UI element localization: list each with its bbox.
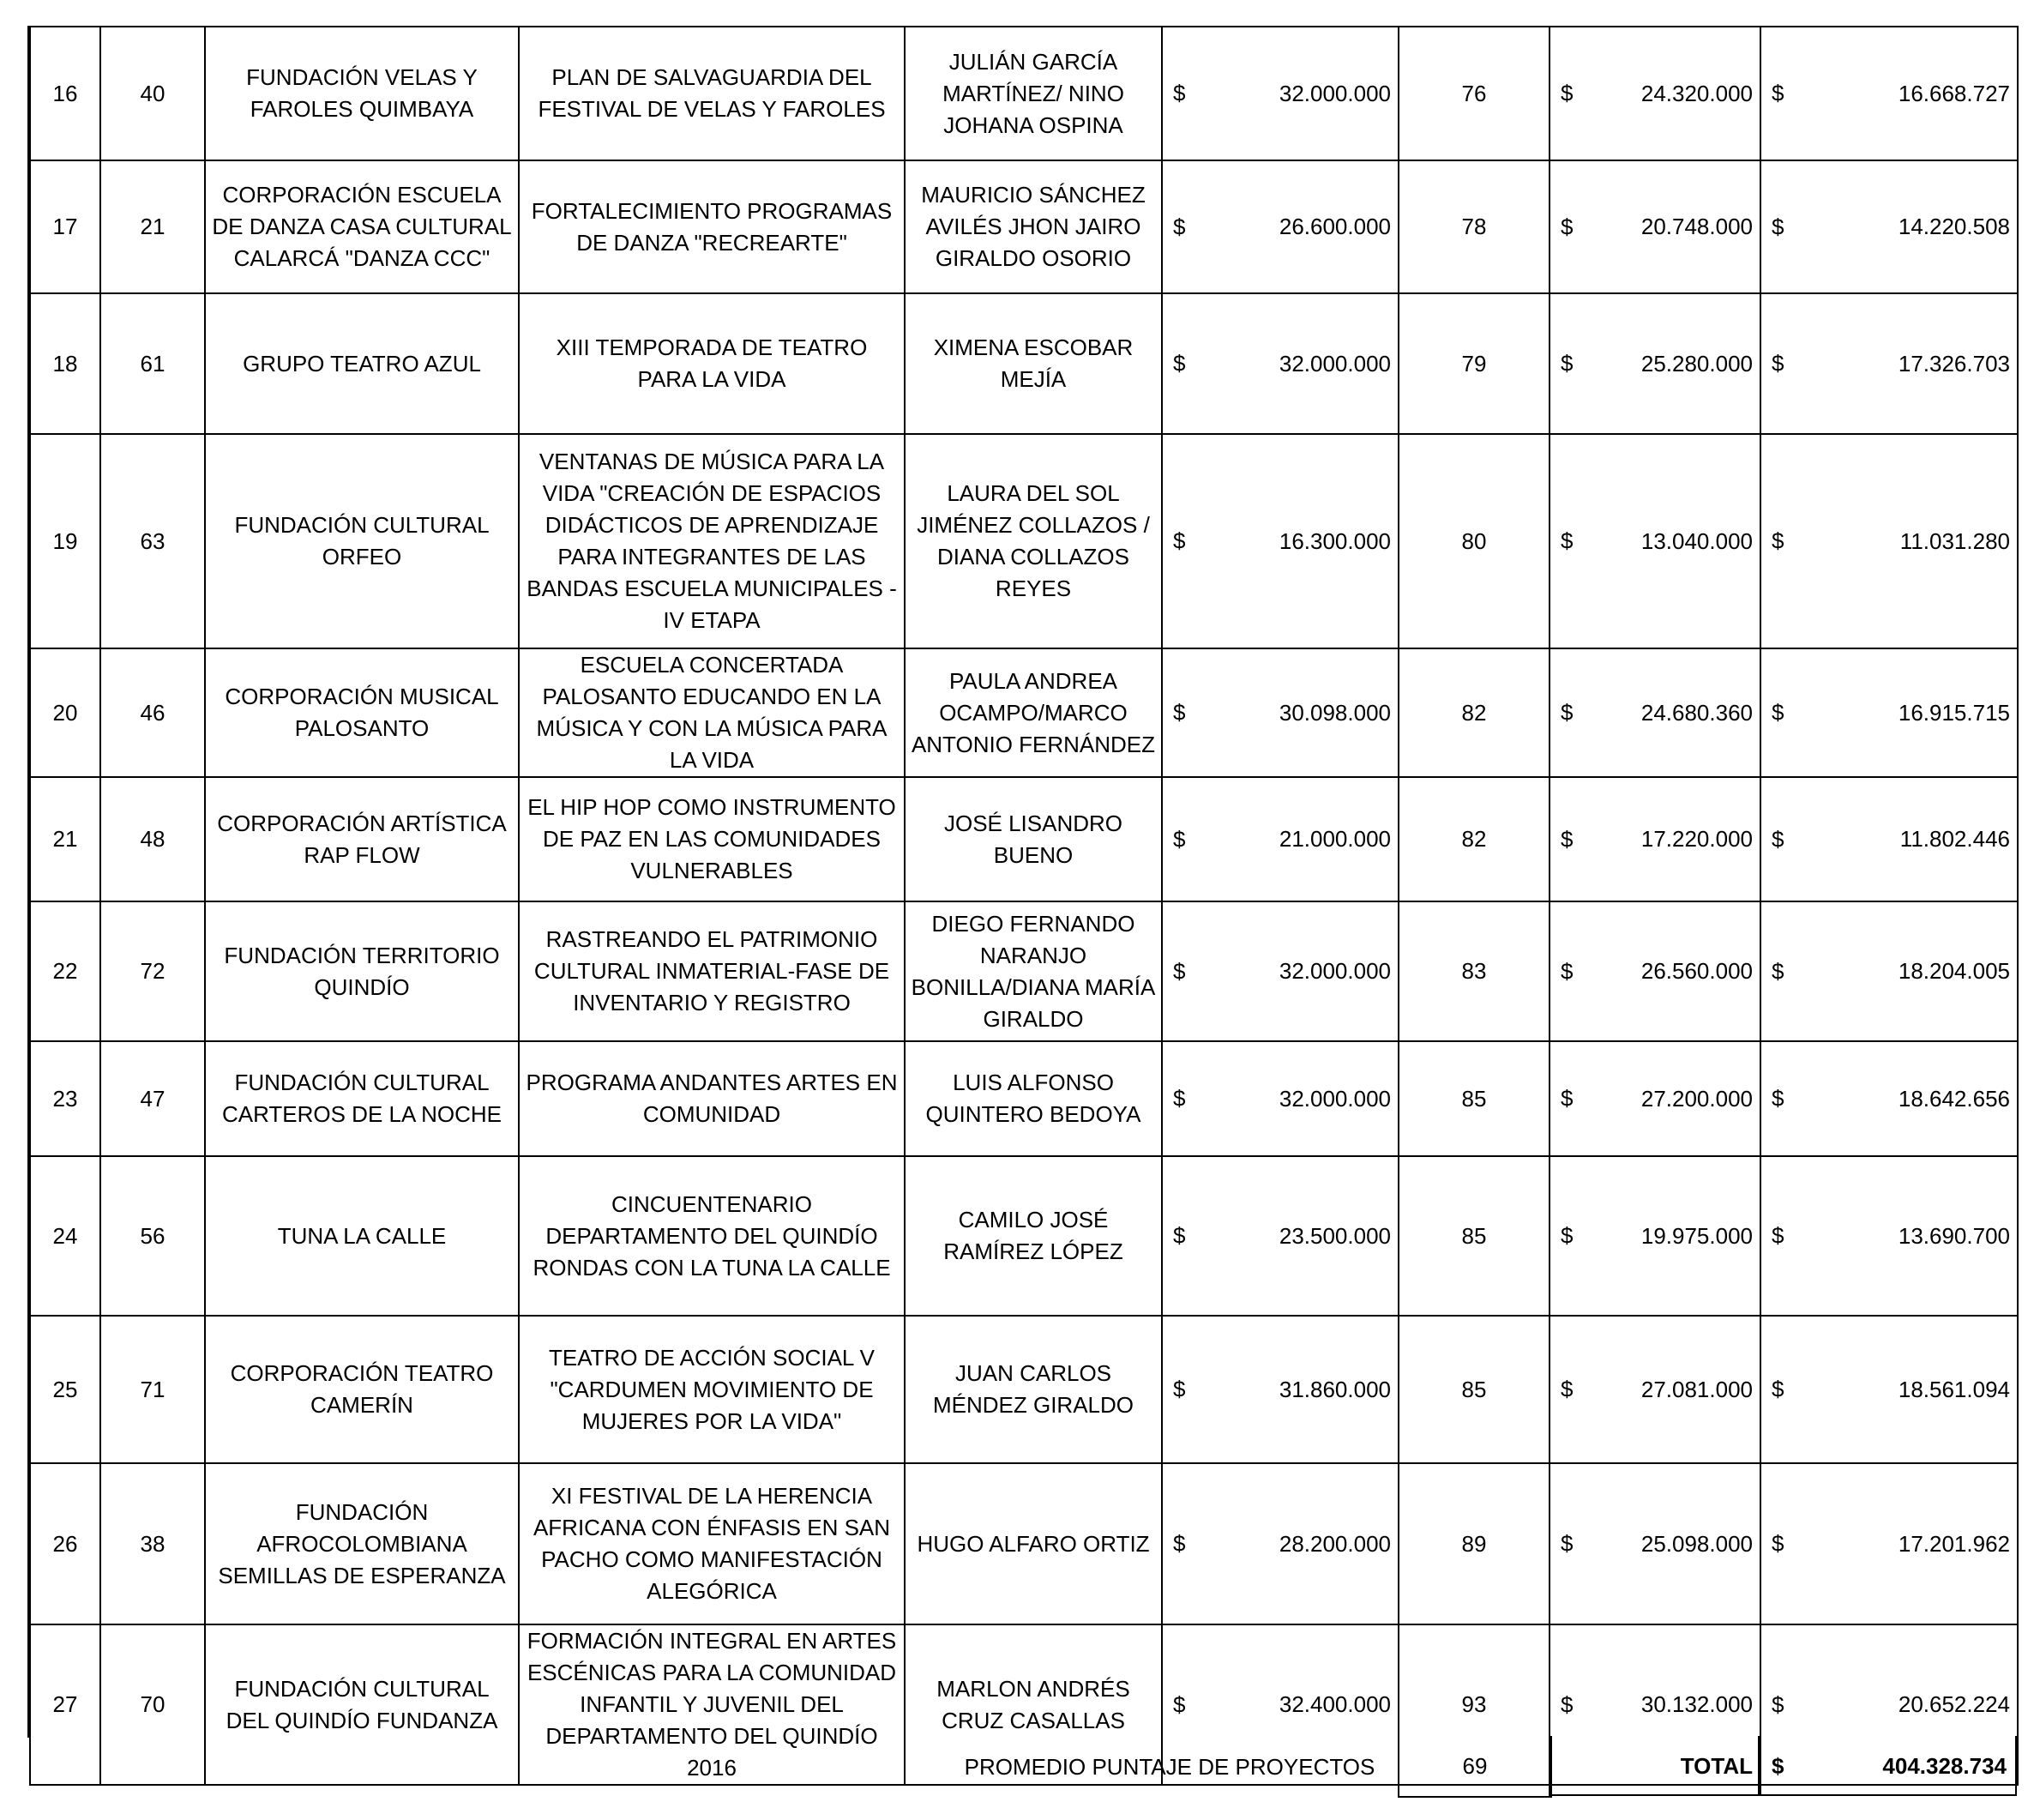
project-code: 21 [100,160,205,293]
currency-symbol: $ [1561,350,1574,377]
final-amount [1760,27,2018,160]
currency-symbol: $ [1561,1530,1574,1557]
requested-amount [1162,293,1399,434]
project-code: 63 [100,434,205,648]
requested-amount [1162,27,1399,160]
table-row [30,1316,2018,1463]
project-code: 47 [100,1041,205,1156]
responsible-people: MAURICIO SÁNCHEZ AVILÉS JHON JAIRO GIRALDO OSORIO [905,160,1162,293]
final-amount-amount: 14.220.508 [1898,214,2010,239]
project-score: 82 [1399,648,1550,777]
final-amount [1760,293,2018,434]
final-amount-amount: 16.915.715 [1898,699,2010,726]
requested-amount [1162,434,1399,648]
organization-name: CORPORACIÓN MUSICAL PALOSANTO [205,648,519,777]
organization-name: GRUPO TEATRO AZUL [205,293,519,434]
final-amount-amount: 18.204.005 [1898,958,2010,984]
requested-amount-amount: 32.400.000 [1279,1691,1391,1717]
project-score: 76 [1399,27,1550,160]
requested-amount-amount: 28.200.000 [1279,1530,1391,1557]
organization-name: FUNDACIÓN CULTURAL DEL QUINDÍO FUNDANZA [205,1624,519,1785]
responsible-people: CAMILO JOSÉ RAMÍREZ LÓPEZ [905,1156,1162,1316]
currency-symbol: $ [1561,1691,1574,1717]
table-row [30,160,2018,293]
row-number: 16 [30,27,100,160]
requested-amount [1162,1041,1399,1156]
project-name: XIII TEMPORADA DE TEATRO PARA LA VIDA [519,293,905,434]
currency-symbol: $ [1772,80,1784,106]
approved-amount-amount: 19.975.000 [1640,1222,1753,1249]
table-row [30,648,2018,777]
project-name: PLAN DE SALVAGUARDIA DEL FESTIVAL DE VELAS Y FAROLES [519,27,905,160]
currency-symbol: $ [1173,527,1186,554]
organization-name: CORPORACIÓN ARTÍSTICA RAP FLOW [205,777,519,901]
row-number: 19 [30,434,100,648]
project-code: 72 [100,901,205,1041]
table-row [30,27,2018,160]
project-name: VENTANAS DE MÚSICA PARA LA VIDA "CREACIÓN DE ESPACIOS DIDÁCTICOS DE APRENDIZAJE PARA INTEGRANTES DE LAS BANDAS ESCUELA MUNICIPALES - IV ETAPA [519,434,905,648]
currency-symbol: $ [1772,527,1784,554]
final-amount [1760,1316,2018,1463]
currency-symbol: $ [1173,699,1186,726]
responsible-people: LAURA DEL SOL JIMÉNEZ COLLAZOS / DIANA COLLAZOS REYES [905,434,1162,648]
currency-symbol: $ [1772,958,1784,984]
final-amount-amount: 17.201.962 [1898,1530,2010,1557]
requested-amount [1162,1156,1399,1316]
approved-amount-amount: 25.098.000 [1640,1530,1753,1557]
requested-amount-amount: 23.500.000 [1279,1222,1391,1249]
responsible-people: JUAN CARLOS MÉNDEZ GIRALDO [905,1316,1162,1463]
project-score: 85 [1399,1041,1550,1156]
final-amount [1760,160,2018,293]
final-amount [1760,434,2018,648]
approved-amount [1550,777,1760,901]
table-row [30,434,2018,648]
approved-amount-amount: 27.200.000 [1640,1085,1753,1112]
currency-symbol: $ [1173,1691,1186,1717]
project-name: FORTALECIMIENTO PROGRAMAS DE DANZA "RECREARTE" [519,160,905,293]
approved-amount-amount: 24.680.360 [1640,699,1753,726]
currency-symbol: $ [1561,527,1574,554]
approved-amount-amount: 20.748.000 [1640,214,1753,239]
final-amount-amount: 11.802.446 [1899,826,2010,852]
requested-amount [1162,160,1399,293]
project-code: 71 [100,1316,205,1463]
project-name: ESCUELA CONCERTADA PALOSANTO EDUCANDO EN LA MÚSICA Y CON LA MÚSICA PARA LA VIDA [519,648,905,777]
currency-symbol: $ [1772,1222,1784,1249]
requested-amount-amount: 26.600.000 [1279,214,1391,239]
total-label: TOTAL [1549,1736,1760,1796]
table-footer [29,1736,2017,1798]
approved-amount-amount: 24.320.000 [1640,80,1753,106]
currency-symbol: $ [1173,80,1186,106]
requested-amount-amount: 30.098.000 [1279,699,1391,726]
approved-amount [1550,1156,1760,1316]
responsible-people: JOSÉ LISANDRO BUENO [905,777,1162,901]
approved-amount-amount: 27.081.000 [1640,1376,1753,1402]
approved-amount [1550,648,1760,777]
project-score: 85 [1399,1316,1550,1463]
approved-amount-amount: 17.220.000 [1640,826,1753,852]
currency-symbol: $ [1772,1376,1784,1402]
approved-amount [1550,1463,1760,1624]
project-score: 85 [1399,1156,1550,1316]
currency-symbol: $ [1772,826,1784,852]
project-name: TEATRO DE ACCIÓN SOCIAL V "CARDUMEN MOVIMIENTO DE MUJERES POR LA VIDA" [519,1316,905,1463]
responsible-people: LUIS ALFONSO QUINTERO BEDOYA [905,1041,1162,1156]
table-row [30,1041,2018,1156]
table-row [30,901,2018,1041]
requested-amount [1162,648,1399,777]
currency-symbol: $ [1561,1376,1574,1402]
project-name: FORMACIÓN INTEGRAL EN ARTES ESCÉNICAS PARA LA COMUNIDAD INFANTIL Y JUVENIL DEL DEPARTAMENTO DEL QUINDÍO 2016 [519,1624,905,1785]
project-code: 56 [100,1156,205,1316]
approved-amount-amount: 25.280.000 [1640,350,1753,377]
currency-symbol: $ [1561,958,1574,984]
row-number: 26 [30,1463,100,1624]
organization-name: CORPORACIÓN ESCUELA DE DANZA CASA CULTURAL CALARCÁ "DANZA CCC" [205,160,519,293]
responsible-people: MARLON ANDRÉS CRUZ CASALLAS [905,1624,1162,1785]
project-code: 70 [100,1624,205,1785]
table-row [30,777,2018,901]
requested-amount-amount: 31.860.000 [1279,1376,1391,1402]
row-number: 21 [30,777,100,901]
organization-name: FUNDACIÓN CULTURAL CARTEROS DE LA NOCHE [205,1041,519,1156]
table-row [30,293,2018,434]
final-amount-amount: 17.326.703 [1898,350,2010,377]
project-name: EL HIP HOP COMO INSTRUMENTO DE PAZ EN LAS COMUNIDADES VULNERABLES [519,777,905,901]
requested-amount [1162,1463,1399,1624]
approved-amount [1550,901,1760,1041]
final-amount [1760,1041,2018,1156]
organization-name: FUNDACIÓN TERRITORIO QUINDÍO [205,901,519,1041]
project-name: XI FESTIVAL DE LA HERENCIA AFRICANA CON ÉNFASIS EN SAN PACHO COMO MANIFESTACIÓN ALEGÓRICA [519,1463,905,1624]
average-score-label: PROMEDIO PUNTAJE DE PROYECTOS [964,1754,1375,1780]
row-number: 22 [30,901,100,1041]
currency-symbol: $ [1561,80,1574,106]
requested-amount-amount: 32.000.000 [1279,1085,1391,1112]
approved-amount-amount: 30.132.000 [1640,1691,1753,1717]
approved-amount [1550,27,1760,160]
currency-symbol: $ [1772,1085,1784,1112]
requested-amount [1162,901,1399,1041]
organization-name: FUNDACIÓN CULTURAL ORFEO [205,434,519,648]
requested-amount-amount: 16.300.000 [1279,527,1391,554]
approved-amount [1550,293,1760,434]
requested-amount-amount: 32.000.000 [1279,80,1391,106]
project-code: 40 [100,27,205,160]
approved-amount-amount: 13.040.000 [1640,527,1753,554]
table-row [30,1463,2018,1624]
final-amount-amount: 18.642.656 [1898,1085,2010,1112]
currency-symbol: $ [1772,350,1784,377]
project-score: 93 [1399,1624,1550,1785]
project-score: 82 [1399,777,1550,901]
responsible-people: PAULA ANDREA OCAMPO/MARCO ANTONIO FERNÁNDEZ [905,648,1162,777]
final-amount [1760,1156,2018,1316]
currency-symbol: $ [1561,1222,1574,1249]
row-number: 24 [30,1156,100,1316]
projects-table [29,26,2019,1786]
currency-symbol: $ [1173,826,1186,852]
row-number: 23 [30,1041,100,1156]
project-code: 38 [100,1463,205,1624]
currency-symbol: $ [1772,699,1784,726]
project-score: 78 [1399,160,1550,293]
responsible-people: XIMENA ESCOBAR MEJÍA [905,293,1162,434]
currency-symbol: $ [1772,214,1784,239]
approved-amount [1550,160,1760,293]
responsible-people: DIEGO FERNANDO NARANJO BONILLA/DIANA MARÍA GIRALDO [905,901,1162,1041]
requested-amount [1162,1316,1399,1463]
currency-symbol: $ [1561,699,1574,726]
final-amount [1760,901,2018,1041]
currency-symbol: $ [1173,214,1186,239]
final-amount [1760,1463,2018,1624]
currency-symbol: $ [1173,1530,1186,1557]
average-score-value: 69 [1398,1736,1552,1798]
total-value-cell [1760,1736,2017,1796]
final-amount-amount: 20.652.224 [1898,1691,2010,1717]
currency-symbol: $ [1561,826,1574,852]
final-amount [1760,777,2018,901]
final-amount-amount: 13.690.700 [1898,1222,2010,1249]
project-code: 61 [100,293,205,434]
organization-name: FUNDACIÓN AFROCOLOMBIANA SEMILLAS DE ESPERANZA [205,1463,519,1624]
approved-amount [1550,1316,1760,1463]
project-score: 83 [1399,901,1550,1041]
project-score: 80 [1399,434,1550,648]
table-row [30,1156,2018,1316]
row-number: 20 [30,648,100,777]
currency-symbol: $ [1173,350,1186,377]
final-amount [1760,648,2018,777]
organization-name: TUNA LA CALLE [205,1156,519,1316]
row-number: 17 [30,160,100,293]
requested-amount-amount: 32.000.000 [1279,958,1391,984]
project-code: 46 [100,648,205,777]
total-currency: $ [1772,1753,1784,1779]
currency-symbol: $ [1173,1222,1186,1249]
currency-symbol: $ [1173,1085,1186,1112]
approved-amount-amount: 26.560.000 [1640,958,1753,984]
currency-symbol: $ [1561,214,1574,239]
currency-symbol: $ [1173,958,1186,984]
row-number: 25 [30,1316,100,1463]
approved-amount [1550,434,1760,648]
organization-name: FUNDACIÓN VELAS Y FAROLES QUIMBAYA [205,27,519,160]
final-amount-amount: 11.031.280 [1899,527,2010,554]
project-code: 48 [100,777,205,901]
row-number: 18 [30,293,100,434]
responsible-people: JULIÁN GARCÍA MARTÍNEZ/ NINO JOHANA OSPINA [905,27,1162,160]
requested-amount-amount: 21.000.000 [1279,826,1391,852]
requested-amount-amount: 32.000.000 [1279,350,1391,377]
final-amount-amount: 16.668.727 [1898,80,2010,106]
row-number: 27 [30,1624,100,1785]
approved-amount [1550,1041,1760,1156]
currency-symbol: $ [1173,1376,1186,1402]
responsible-people: HUGO ALFARO ORTIZ [905,1463,1162,1624]
project-score: 89 [1399,1463,1550,1624]
project-score: 79 [1399,293,1550,434]
final-amount-amount: 18.561.094 [1898,1376,2010,1402]
currency-symbol: $ [1772,1530,1784,1557]
project-name: CINCUENTENARIO DEPARTAMENTO DEL QUINDÍO RONDAS CON LA TUNA LA CALLE [519,1156,905,1316]
currency-symbol: $ [1772,1691,1784,1717]
currency-symbol: $ [1561,1085,1574,1112]
requested-amount [1162,777,1399,901]
project-name: RASTREANDO EL PATRIMONIO CULTURAL INMATERIAL-FASE DE INVENTARIO Y REGISTRO [519,901,905,1041]
organization-name: CORPORACIÓN TEATRO CAMERÍN [205,1316,519,1463]
total-value: 404.328.734 [1882,1753,2007,1779]
project-name: PROGRAMA ANDANTES ARTES EN COMUNIDAD [519,1041,905,1156]
